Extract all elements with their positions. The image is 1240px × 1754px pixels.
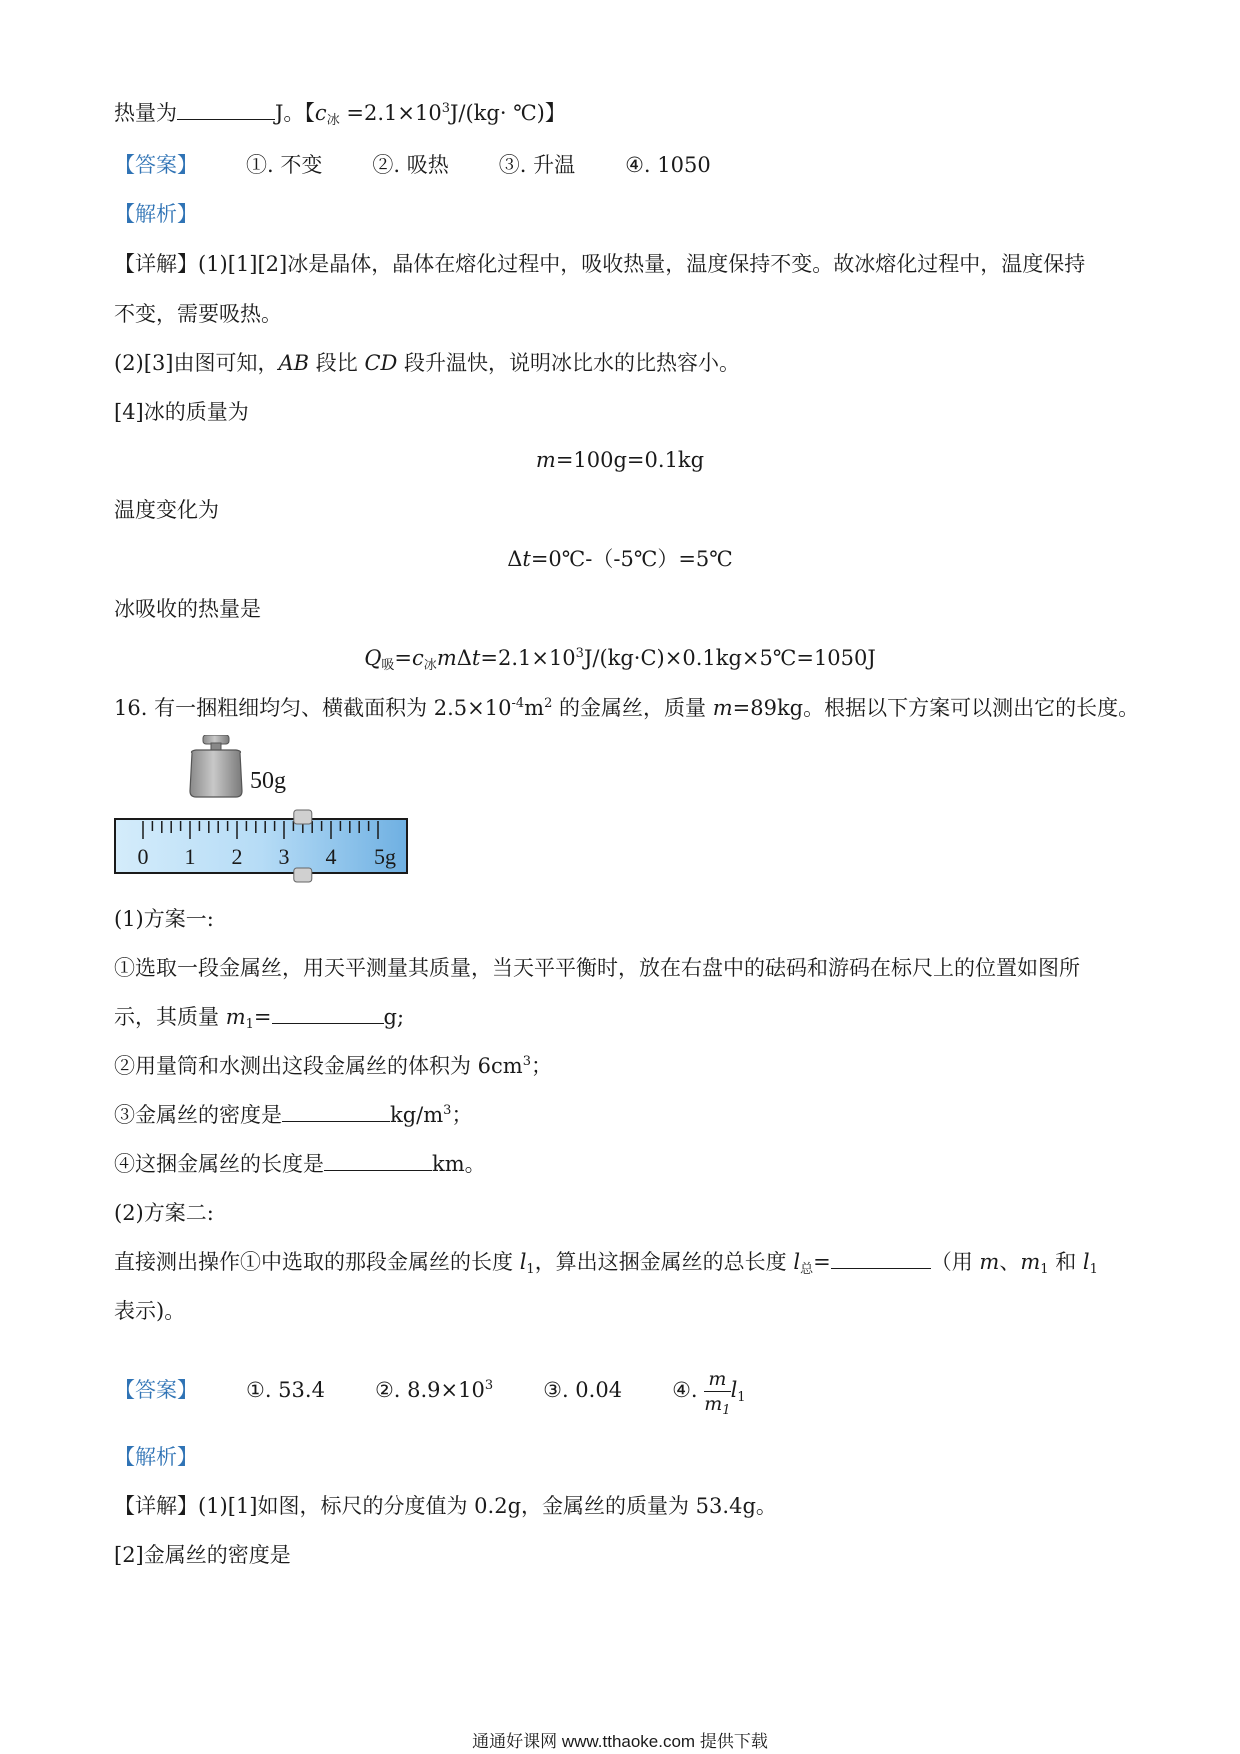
detail-line: 【详解】(1)[1]如图，标尺的分度值为 0.2g，金属丝的质量为 53.4g。 xyxy=(114,1494,777,1518)
tick-label: 0 xyxy=(137,844,149,869)
answer-tag: 【答案】 xyxy=(114,153,198,177)
step-3: ③金属丝的密度是 $kg/m^3$； xyxy=(114,1103,473,1127)
tick-label: 3 xyxy=(278,844,290,869)
heat-question-line: 热量为 J。【$c_冰 =2.1\times 10^3J/(kg\cdot$ ℃)】 xyxy=(114,101,566,128)
detail-line: 冰吸收的热量是 xyxy=(114,597,261,621)
step-4: ④这捆金属丝的长度是 km。 xyxy=(114,1152,486,1176)
detail-line: (2)[3]由图可知，AB 段比 CD 段升温快，说明冰比水的比热容小。 xyxy=(114,351,741,375)
answer-item: ④. 1050 xyxy=(625,153,711,177)
analysis-tag: 【解析】 xyxy=(114,1445,198,1469)
plan-2-line-a: 直接测出操作①中选取的那段金属丝的长度 $l_1$，算出这捆金属丝的总长度 $l_总=$ （用 m、$m_1$ 和 $l_1$ xyxy=(114,1250,1098,1277)
question-16-intro: 16. 有一捆粗细均匀、横截面积为 $2.5\times 10^{-4}m^2$ 的金属丝，质量 m=89kg。根据以下方案可以测出它的长度。 xyxy=(114,696,1140,720)
balance-scale-figure xyxy=(110,735,420,895)
scale-ruler xyxy=(115,819,407,873)
tick-label: 1 xyxy=(184,844,196,869)
answer-item: ②. 吸热 xyxy=(372,153,449,177)
step-1-line-b: 示，其质量 $m_1= g$; xyxy=(114,1005,405,1032)
detail-line: 【详解】(1)[1][2]冰是晶体，晶体在熔化过程中，吸收热量，温度保持不变。故冰熔化过程中，温度保持 xyxy=(114,252,1086,276)
answer-item: ④. $\frac{m}{m_1}$ $l_1$ xyxy=(672,1368,746,1418)
formula-temp-change: Δt=0℃-（-5℃）=5℃ xyxy=(507,547,733,571)
footer-watermark: 通通好课网 www.tthaoke.com 提供下载 xyxy=(472,1732,768,1751)
tick-label: 5g xyxy=(374,844,396,869)
plan-1-title: (1)方案一: xyxy=(114,907,214,931)
answer-tag: 【答案】 xyxy=(114,1378,198,1402)
answer-line-16 xyxy=(114,1362,746,1418)
step-2: ②用量筒和水测出这段金属丝的体积为 $6cm^3$； xyxy=(114,1054,552,1078)
answer-item: ②. $8.9\times 10^3$ xyxy=(374,1378,494,1402)
answer-blank xyxy=(282,1101,390,1122)
tick-label: 4 xyxy=(325,844,337,869)
answer-line-15 xyxy=(114,150,711,180)
answer-blank xyxy=(272,1003,384,1024)
step-1-line-a: ①选取一段金属丝，用天平测量其质量，当天平平衡时，放在右盘中的砝码和游码在标尺上的位置如图所 xyxy=(114,956,1080,980)
detail-line: [4]冰的质量为 xyxy=(114,400,249,424)
answer-item: ①. 53.4 xyxy=(246,1378,325,1402)
answer-item: ①. 不变 xyxy=(246,153,323,177)
answer-blank xyxy=(177,99,275,120)
formula-heat: $Q_吸=c_冰m\Delta t=2.1\times 10^3J/(kg\cdot C)\times 0.1kg\times 5℃=1050J$ xyxy=(364,646,876,673)
weight-label: 50g xyxy=(250,768,286,794)
answer-item: ③. 升温 xyxy=(498,153,576,177)
plan-2-title: (2)方案二: xyxy=(114,1201,214,1225)
answer-item: ③. 0.04 xyxy=(543,1378,623,1402)
answer-blank xyxy=(324,1150,432,1171)
detail-line: 不变，需要吸热。 xyxy=(114,302,282,326)
detail-line: [2]金属丝的密度是 xyxy=(114,1543,291,1567)
detail-line: 温度变化为 xyxy=(114,498,219,522)
tick-label: 2 xyxy=(231,844,243,869)
plan-2-line-b: 表示)。 xyxy=(114,1299,186,1323)
formula-mass: m=100g=0.1kg xyxy=(535,448,705,472)
weight-icon xyxy=(190,735,242,797)
analysis-tag: 【解析】 xyxy=(114,202,198,226)
fraction: $\frac{m}{m_1}$ xyxy=(704,1368,731,1418)
answer-blank xyxy=(831,1248,931,1269)
